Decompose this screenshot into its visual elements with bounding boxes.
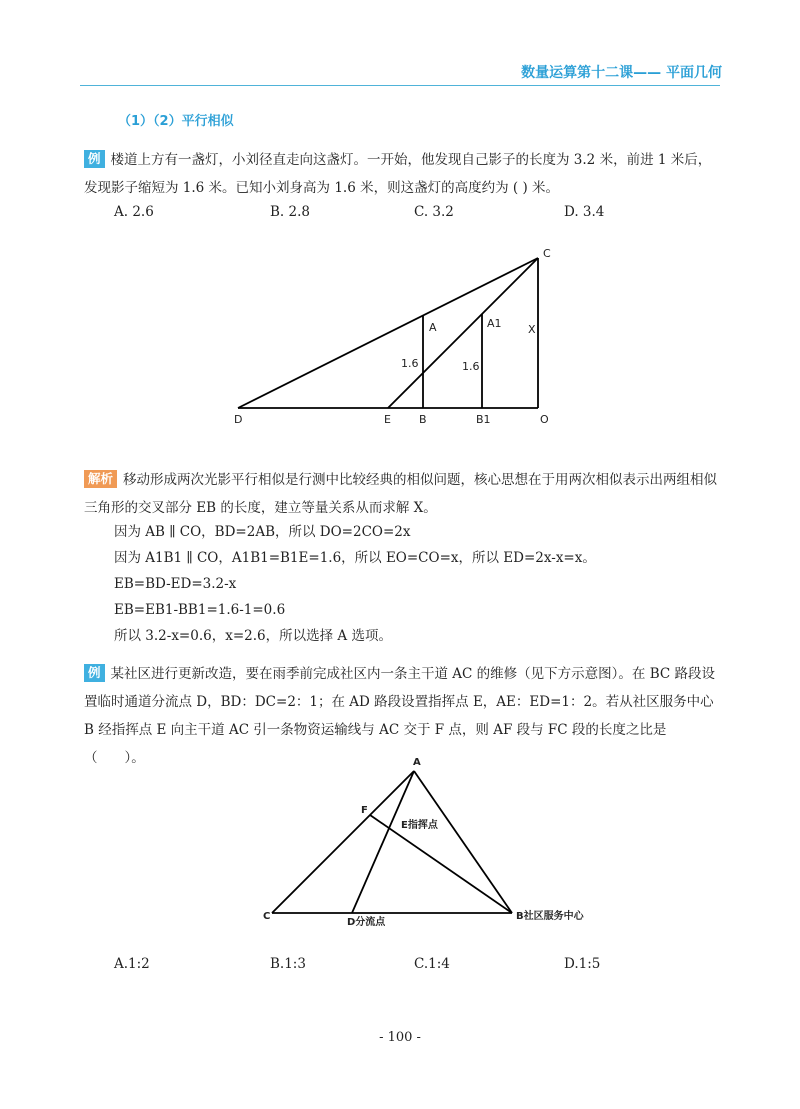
example1-badge: 例 (84, 150, 105, 168)
section-title: （1）（2）平行相似 (118, 114, 234, 129)
example1-text: 楼道上方有一盏灯，小刘径直走向这盏灯。一开始，他发现自己影子的长度为 3.2 米，前进 1 米后，发现影子缩短为 1.6 米。已知小刘身高为 1.6 米，则这盏灯的高度约为 ( ) 米。 (84, 152, 712, 196)
fig1-label-h2: 1.6 (462, 360, 480, 373)
fig1-label-x: X (528, 323, 536, 336)
fig2-label-e: E指挥点 (401, 820, 438, 831)
fig2-line-bf (370, 815, 512, 913)
fig1-label-b: B (419, 413, 427, 426)
fig2-label-d: D分流点 (347, 917, 386, 928)
example1-option-b: B. 2.8 (270, 204, 310, 220)
example2-option-c: C.1:4 (414, 956, 450, 972)
fig1-label-e: E (384, 413, 391, 426)
example2-options (114, 956, 674, 980)
example2-option-d: D.1:5 (564, 956, 601, 972)
fig2-label-f: F (361, 805, 368, 816)
page-number: - 100 - (379, 1030, 421, 1045)
analysis-line-1: 因为 AB ∥ CO，BD=2AB，所以 DO=2CO=2x (114, 524, 411, 540)
example2-option-a: A.1:2 (114, 956, 150, 972)
fig1-line-dc (238, 258, 538, 408)
fig2-label-b: B社区服务中心 (516, 911, 584, 922)
fig2-label-a: A (413, 757, 421, 768)
fig1-label-a: A (429, 321, 437, 334)
fig1-label-h1: 1.6 (401, 357, 419, 370)
figure2-diagram (0, 740, 800, 940)
analysis-paragraph (84, 466, 724, 522)
example1-option-a: A. 2.6 (114, 204, 154, 220)
fig1-label-o: O (540, 413, 549, 426)
fig1-label-d: D (234, 413, 243, 426)
header-title: 数量运算第十二课—— 平面几何 (521, 65, 722, 81)
fig1-line-ec (388, 258, 538, 408)
analysis-badge: 解析 (84, 470, 117, 488)
example2-text: 某社区进行更新改造，要在雨季前完成社区内一条主干道 AC 的维修（见下方示意图）。在 BC 路段设置临时通道分流点 D，BD：DC=2：1；在 AD 路段设置指挥点 E，AE：ED=1：2。若从社区服务中心 B 经指挥点 E 向主干道 AC 引一条物资运输线与 AC 交于 F 点，则 AF 段与 FC 段的长度之比是（ ）。 (84, 666, 716, 766)
example1-option-c: C. 3.2 (414, 204, 454, 220)
analysis-line-2: 因为 A1B1 ∥ CO，A1B1=B1E=1.6，所以 EO=CO=x，所以 ED=2x-x=x。 (114, 550, 596, 566)
fig2-line-ad (352, 771, 414, 913)
fig2-line-ab (414, 771, 512, 913)
analysis-line-4: EB=EB1-BB1=1.6-1=0.6 (114, 602, 286, 618)
example2-badge: 例 (84, 664, 105, 682)
figure1-diagram (0, 0, 800, 440)
fig1-label-c: C (543, 247, 551, 260)
fig2-label-c: C (263, 911, 271, 922)
fig2-line-ca (272, 771, 414, 913)
example2-option-b: B.1:3 (270, 956, 306, 972)
fig1-label-b1: B1 (476, 413, 491, 426)
analysis-text: 移动形成两次光影平行相似是行测中比较经典的相似问题，核心思想在于用两次相似表示出两组相似三角形的交叉部分 EB 的长度，建立等量关系从而求解 X。 (84, 472, 718, 516)
example1-option-d: D. 3.4 (564, 204, 605, 220)
analysis-line-5: 所以 3.2-x=0.6，x=2.6，所以选择 A 选项。 (114, 628, 392, 644)
fig1-label-a1: A1 (487, 317, 502, 330)
analysis-line-3: EB=BD-ED=3.2-x (114, 576, 237, 592)
